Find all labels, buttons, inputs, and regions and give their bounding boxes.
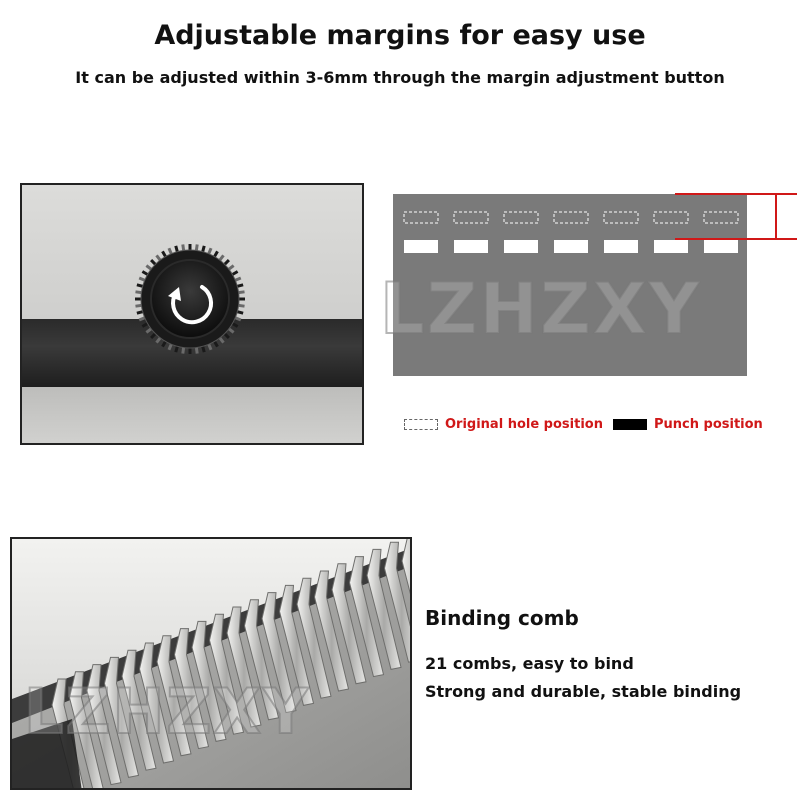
punch-hole xyxy=(554,240,588,253)
machine-base xyxy=(22,387,362,445)
margin-diagram xyxy=(393,192,800,376)
punch-hole xyxy=(504,240,538,253)
punch-hole xyxy=(404,240,438,253)
comb-feature-1: 21 combs, easy to bind xyxy=(425,654,634,673)
dashed-box-icon xyxy=(404,419,438,430)
margin-knob-photo xyxy=(20,183,364,445)
page-subtitle: It can be adjusted within 3-6mm through the margin adjustment button xyxy=(75,68,725,87)
comb-title: Binding comb xyxy=(425,606,579,630)
punch-hole xyxy=(454,240,488,253)
binding-comb-illustration xyxy=(12,539,412,790)
punch-hole xyxy=(604,240,638,253)
legend-punch-label: Punch position xyxy=(654,416,763,432)
punch-hole xyxy=(704,240,738,253)
punch-holes xyxy=(404,240,738,253)
legend-original xyxy=(404,415,603,433)
punch-hole xyxy=(654,240,688,253)
paper-panel xyxy=(393,194,747,376)
solid-box-icon xyxy=(613,419,647,430)
legend-original-label: Original hole position xyxy=(445,416,603,432)
legend-punch xyxy=(613,415,763,433)
binding-comb-photo xyxy=(10,537,412,790)
page-title: Adjustable margins for easy use xyxy=(154,20,646,51)
adjustment-knob-icon xyxy=(132,241,248,357)
comb-feature-2: Strong and durable, stable binding xyxy=(425,682,742,701)
